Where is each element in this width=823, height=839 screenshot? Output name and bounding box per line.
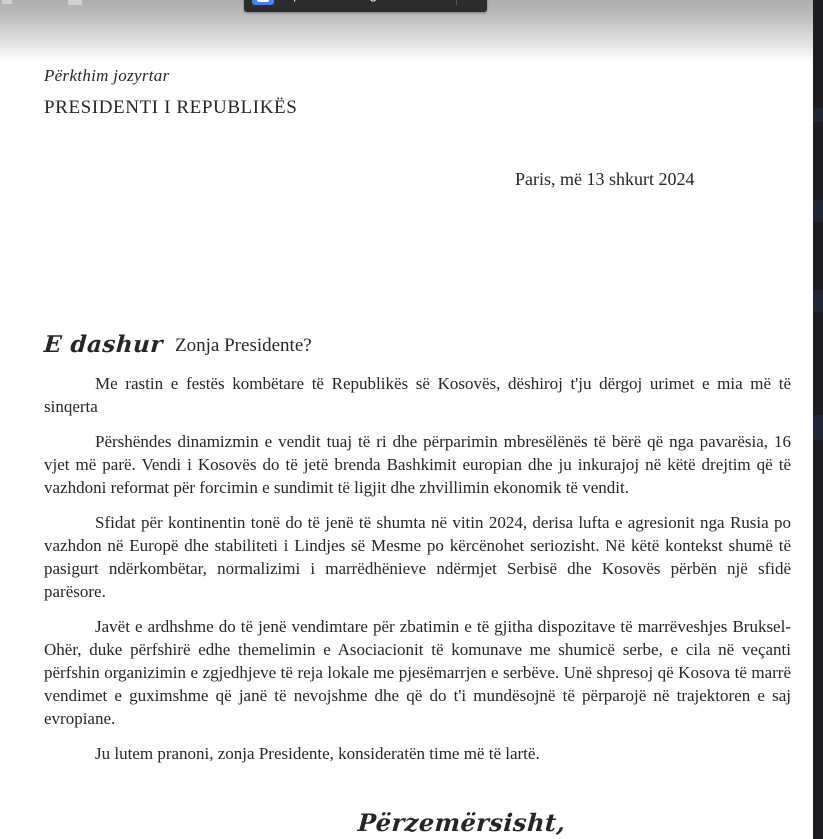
open-with-google-docs-button[interactable] [244, 0, 487, 12]
google-docs-icon [252, 0, 274, 5]
paragraph-1: Me rastin e festës kombëtare të Republikës së Kosovës, dëshiroj t'ju dërgoj urimet e mia më të sinqerta [44, 374, 791, 416]
open-with-dropdown[interactable] [457, 0, 487, 12]
right-strip-marker-4 [813, 415, 823, 440]
paragraph-3: Sfidat për kontinentin tonë do të jenë të shumta në vitin 2024, derisa lufta e agresionit nga Rusia po vazhdon në Europë dhe stabiliteti i Lindjes së Mesme po kërcënohet seriozisht. Në këtë kontekst shumë të pasigurt ndërkombëtar, normalizimi i marrëdhënieve ndërmjet Serbisë dhe Kosovës përbën një sfidë parësore. [44, 513, 791, 601]
google-docs-icon-sheet [257, 0, 269, 2]
closing-line: Ju lutem pranoni, zonja Presidente, konsideratën time më të lartë. [95, 744, 540, 763]
salutation-script: E dashur [43, 331, 164, 358]
signature-valediction: Përzemërsisht, [356, 808, 567, 837]
sender-title: PRESIDENTI I REPUBLIKËS [44, 97, 298, 118]
salutation [44, 331, 312, 358]
viewer-right-edge-strip [813, 0, 823, 839]
right-strip-marker-2 [813, 200, 823, 222]
right-strip-marker-1 [813, 108, 823, 122]
paragraph-2: Përshëndes dinamizmin e vendit tuaj të ri dhe përparimin mbresëlënës të bërë që nga pavarësia, 16 vjet më parë. Vendi i Kosovës do të jetë brenda Bashkimit europian dhe ju inkurajoj në këtë drejtim që të vazhdoni reformat për forcimin e sundimit të ligjit dhe zhvillimin ekonomik të vendit. [44, 432, 791, 497]
right-strip-marker-3 [813, 290, 823, 312]
paragraph-4: Javët e ardhshme do të jenë vendimtare për zbatimin e të gjitha dispozitave të marrëveshjes Bruksel-Ohër, duke përfshirë edhe themelimin e Asociacionit të komunave me shumicë serbe, e cila në veçanti përfshin organizimin e zgjedhjeve të reja lokale me pjesëmarrjen e serbëve. Unë shpresoj që Kosova të marrë vendimet e guximshme që janë të nevojshme dhe që do t'i mundësojnë të përparojë në trajektoren e saj evropiane. [44, 617, 791, 728]
translation-note: Përkthim jozyrtar [44, 66, 170, 85]
open-with-google-docs-label [283, 0, 420, 2]
letter-body [44, 372, 791, 777]
salutation-rest: Zonja Presidente? [175, 335, 312, 356]
dateline: Paris, më 13 shkurt 2024 [515, 169, 695, 189]
